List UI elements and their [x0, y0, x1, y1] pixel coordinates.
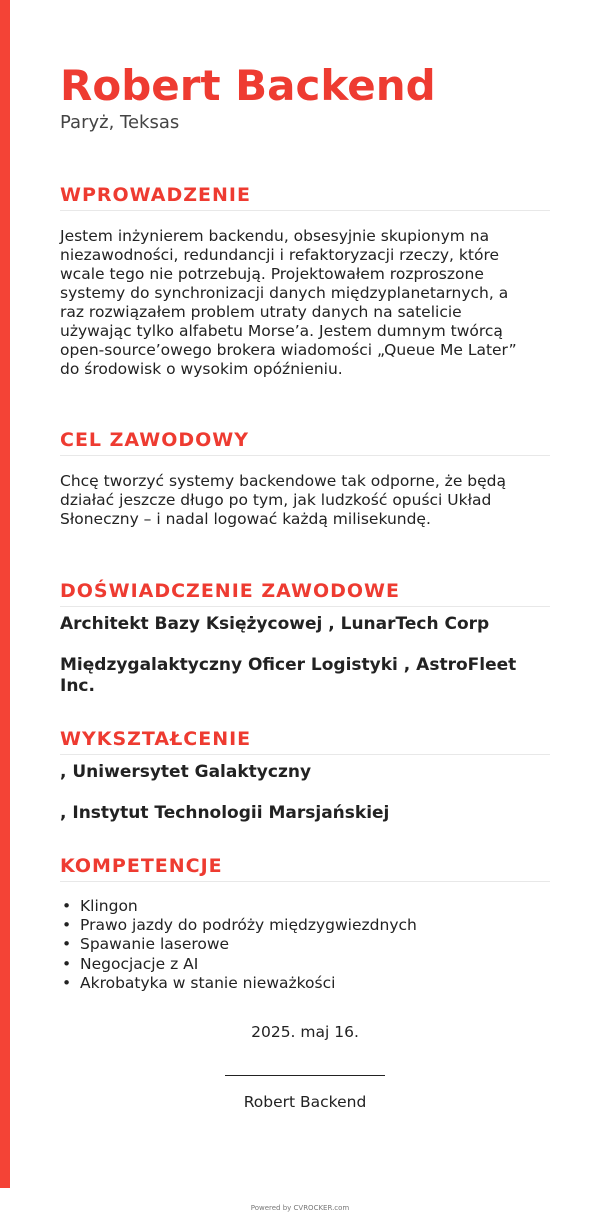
goal-text: Chcę tworzyć systemy backendowe tak odporne, że będą działać jeszcze długo po tym, jak ludzkość opuści Układ Słoneczny – i nadal logować każdą milisekundę. [60, 472, 506, 528]
powered-by-link[interactable]: Powered by CVROCKER.com [250, 1204, 350, 1212]
section-title-goal: CEL ZAWODOWY [60, 427, 550, 456]
skill-label: Spawanie laserowe [80, 935, 230, 954]
bullet-icon: • [62, 916, 72, 935]
skill-label: Prawo jazdy do podróży międzygwiezdnych [80, 916, 417, 935]
experience-entry: Architekt Bazy Księżycowej , LunarTech Corp [60, 614, 490, 634]
skill-item [60, 955, 550, 974]
signature-line [225, 1075, 385, 1076]
bullet-icon: • [62, 973, 72, 992]
candidate-name: Robert Backend [60, 61, 436, 110]
document-date: 2025. maj 16. [251, 1023, 359, 1041]
skill-item [60, 897, 550, 916]
skill-item [60, 916, 550, 935]
bullet-icon: • [62, 954, 72, 973]
accent-sidebar-bar [0, 0, 10, 1188]
skill-item [60, 974, 550, 993]
signature-name: Robert Backend [243, 1093, 367, 1111]
skill-label: Negocjacje z AI [80, 954, 199, 973]
section-title-education: WYKSZTAŁCENIE [60, 726, 550, 755]
bullet-icon: • [62, 897, 72, 915]
section-title-experience: DOŚWIADCZENIE ZAWODOWE [60, 578, 550, 607]
education-entry: , Uniwersytet Galaktyczny [60, 762, 312, 782]
candidate-location: Paryż, Teksas [60, 112, 180, 133]
section-title-intro: WPROWADZENIE [60, 182, 550, 211]
education-entry: , Instytut Technologii Marsjańskiej [60, 803, 390, 823]
skills-list [60, 897, 550, 993]
skill-label: Klingon [80, 897, 138, 915]
skill-label: Akrobatyka w stanie nieważkości [80, 973, 336, 992]
section-title-skills: KOMPETENCJE [60, 853, 550, 882]
bullet-icon: • [62, 935, 72, 954]
experience-entry: Międzygalaktyczny Oficer Logistyki , AstroFleet Inc. [60, 655, 517, 696]
skill-item [60, 935, 550, 954]
intro-text: Jestem inżynierem backendu, obsesyjnie skupionym na niezawodności, redundancji i refaktoryzacji rzeczy, które wcale tego nie potrzebują. Projektowałem rozproszone systemy do synchronizacji danych międzyplanetarnych, a raz rozwiązałem problem utraty danych na satelicie używając tylko alfabetu Morse’a. Jestem dumnym twórcą open-source’owego brokera wiadomości „Queue Me Later” do środowisk o wysokim opóźnieniu. [60, 227, 517, 378]
